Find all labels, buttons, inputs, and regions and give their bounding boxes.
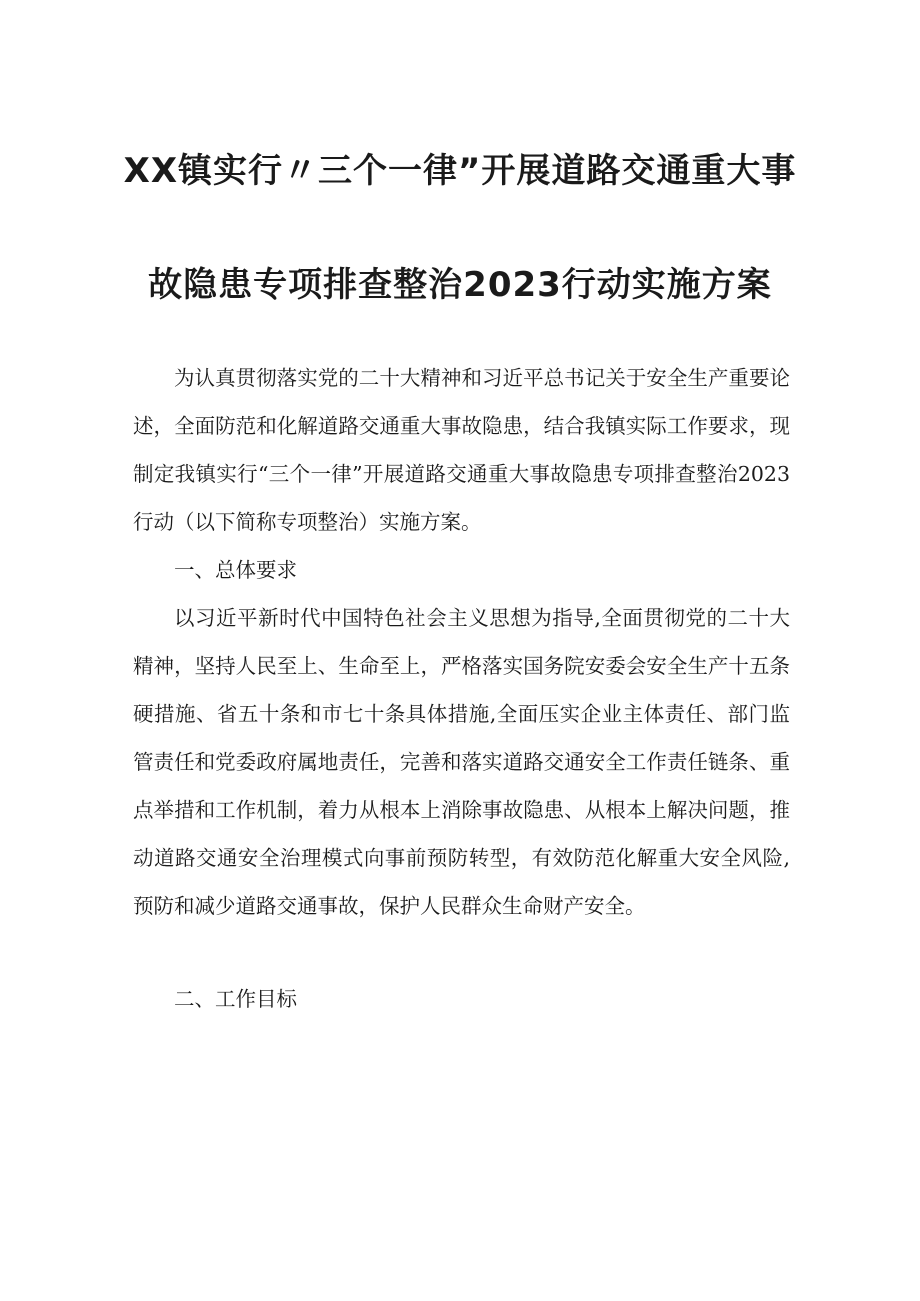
section-heading-2: 二、工作目标: [174, 987, 297, 1011]
document-title-line-2: 故隐患专项排查整治2023行动实施方案: [148, 265, 772, 305]
section-heading-1: 一、总体要求: [174, 558, 297, 582]
intro-paragraph: 为认真贯彻落实党的二十大精神和习近平总书记关于安全生产重要论述，全面防范和化解道路交通重大事故隐患，结合我镇实际工作要求，现制定我镇实行“三个一律”开展道路交通重大事故隐患专项排查整治2023行动（以下简称专项整治）实施方案。: [133, 366, 790, 534]
section-1-paragraph: 以习近平新时代中国特色社会主义思想为指导,全面贯彻党的二十大精神，坚持人民至上、生命至上，严格落实国务院安委会安全生产十五条硬措施、省五十条和市七十条具体措施,全面压实企业主体责任、部门监管责任和党委政府属地责任，完善和落实道路交通安全工作责任链条、重点举措和工作机制，着力从根本上消除事故隐患、从根本上解决问题，推动道路交通安全治理模式向事前预防转型，有效防范化解重大安全风险,预防和减少道路交通事故，保护人民群众生命财产安全。: [133, 606, 790, 918]
document-title-line-1: XX镇实行〃三个一律”开展道路交通重大事: [123, 151, 797, 191]
